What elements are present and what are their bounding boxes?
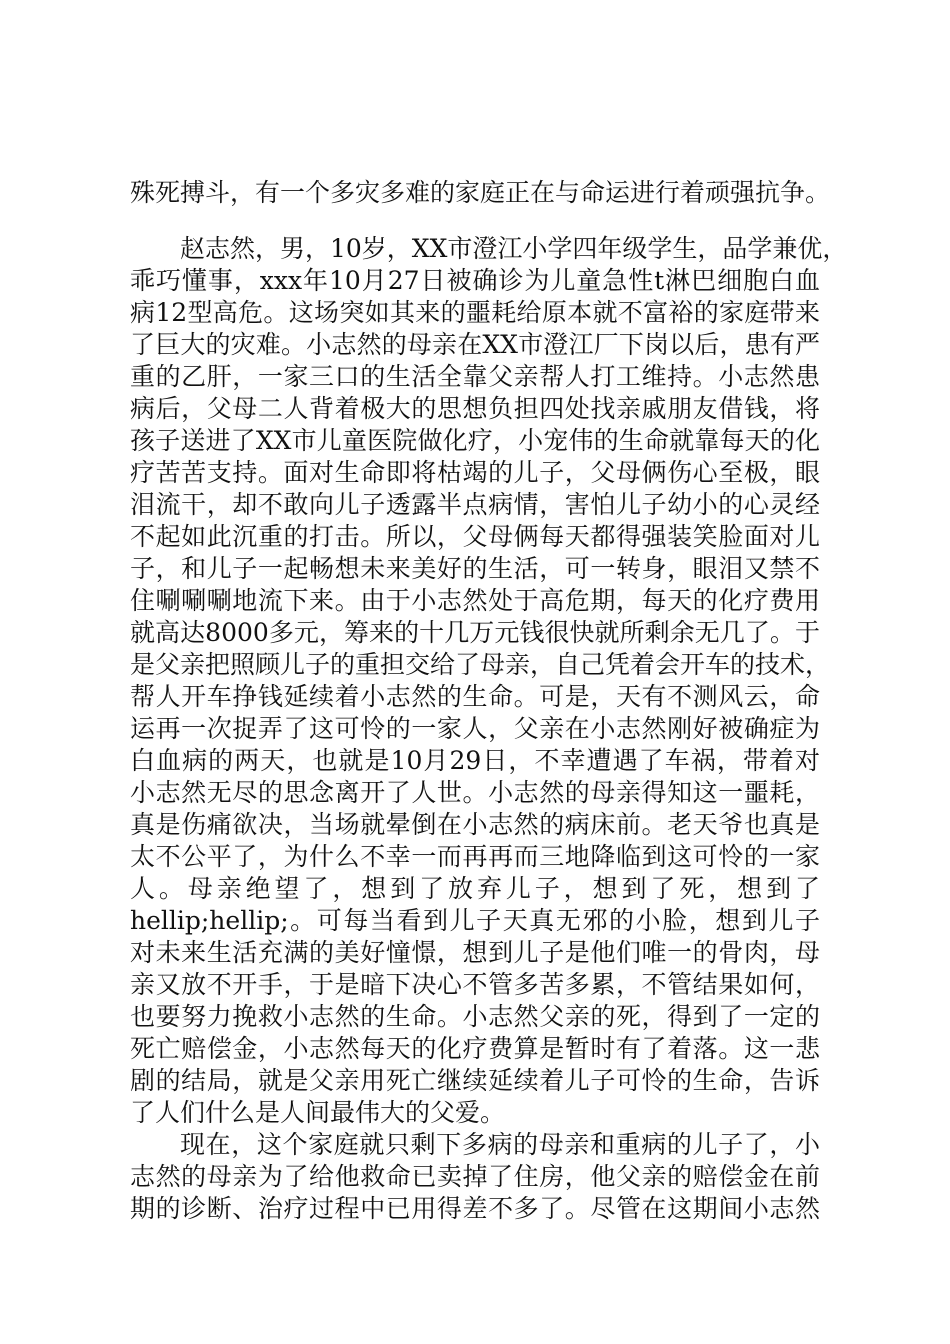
paragraph-line-17: 运再一次捉弄了这可怜的一家人，父亲在小志然刚好被确症为 [130,714,820,743]
paragraph-line-11: 不起如此沉重的打击。所以，父母俩每天都得强装笑脸面对儿 [130,522,820,551]
paragraph-line-20: 真是伤痛欲决，当场就晕倒在小志然的病床前。老天爷也真是 [130,810,820,839]
paragraph-line-24: 对未来生活充满的美好憧憬，想到儿子是他们唯一的骨肉，母 [130,938,820,967]
paragraph-line-4: 病12型高危。这场突如其来的噩耗给原本就不富裕的家庭带来 [130,298,820,327]
paragraph-line-14: 就高达8000多元，筹来的十几万元钱很快就所剩余无几了。于 [130,618,820,647]
paragraph-line-13: 住唰唰唰地流下来。由于小志然处于高危期，每天的化疗费用 [130,586,820,615]
paragraph-line-15: 是父亲把照顾儿子的重担交给了母亲，自己凭着会开车的技术， [130,650,831,679]
paragraph-line-16: 帮人开车挣钱延续着小志然的生命。可是，天有不测风云，命 [130,682,820,711]
paragraph-line-6: 重的乙肝，一家三口的生活全靠父亲帮人打工维持。小志然患 [130,362,820,391]
paragraph-line-10: 泪流干，却不敢向儿子透露半点病情，害怕儿子幼小的心灵经 [130,490,820,519]
paragraph-line-31: 志然的母亲为了给他救命已卖掉了住房，他父亲的赔偿金在前 [130,1162,820,1191]
paragraph-line-25: 亲又放不开手，于是暗下决心不管多苦多累，不管结果如何， [130,970,820,999]
paragraph-line-18: 白血病的两天，也就是10月29日，不幸遭遇了车祸，带着对 [130,746,820,775]
paragraph-line-19: 小志然无尽的思念离开了人世。小志然的母亲得知这一噩耗， [130,778,820,807]
paragraph-line-21: 太不公平了，为什么不幸一而再再而三地降临到这可怜的一家 [130,842,820,871]
paragraph-line-1: 殊死搏斗，有一个多灾多难的家庭正在与命运进行着顽强抗争。 [130,178,831,207]
paragraph-line-32: 期的诊断、治疗过程中已用得差不多了。尽管在这期间小志然 [130,1194,820,1223]
paragraph-line-30: 现在，这个家庭就只剩下多病的母亲和重病的儿子了，小 [180,1130,820,1159]
paragraph-line-26: 也要努力挽救小志然的生命。小志然父亲的死，得到了一定的 [130,1002,820,1031]
paragraph-line-5: 了巨大的灾难。小志然的母亲在XX市澄江厂下岗以后，患有严 [130,330,820,359]
paragraph-line-29: 了人们什么是人间最伟大的父爱。 [130,1098,506,1127]
paragraph-line-23: hellip;hellip;。可每当看到儿子天真无邪的小脸，想到儿子 [130,906,820,935]
paragraph-line-22: 人。母亲绝望了，想到了放弃儿子，想到了死，想到了 [130,874,820,903]
paragraph-line-28: 剧的结局，就是父亲用死亡继续延续着儿子可怜的生命，告诉 [130,1066,820,1095]
paragraph-line-8: 孩子送进了XX市儿童医院做化疗，小宠伟的生命就靠每天的化 [130,426,820,455]
paragraph-line-3: 乖巧懂事，xxx年10月27日被确诊为儿童急性t淋巴细胞白血 [130,266,820,295]
paragraph-line-12: 子，和儿子一起畅想未来美好的生活，可一转身，眼泪又禁不 [130,554,820,583]
paragraph-line-7: 病后，父母二人背着极大的思想负担四处找亲戚朋友借钱，将 [130,394,820,423]
paragraph-line-9: 疗苦苦支持。面对生命即将枯竭的儿子，父母俩伤心至极，眼 [130,458,820,487]
paragraph-line-2: 赵志然，男，10岁，XX市澄江小学四年级学生，品学兼优， [180,234,848,263]
paragraph-line-27: 死亡赔偿金，小志然每天的化疗费算是暂时有了着落。这一悲 [130,1034,820,1063]
